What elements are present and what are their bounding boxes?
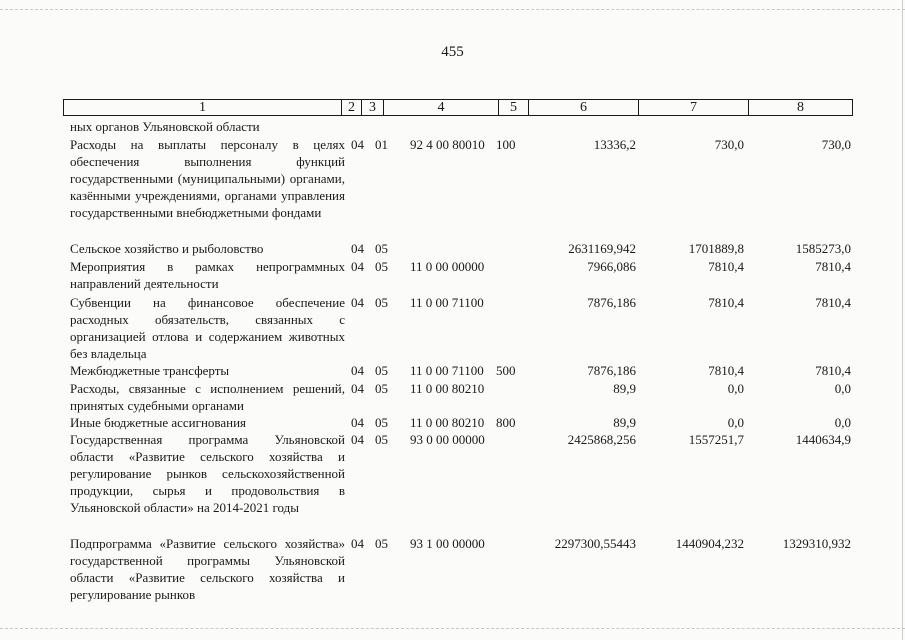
- scan-border-top: [0, 9, 905, 10]
- row-expense-type: 500: [496, 363, 516, 378]
- row-section: 04: [351, 536, 364, 551]
- row-description: Расходы, связанные с исполнением решений, принятых судебными органами: [70, 381, 345, 413]
- row-target-code: 11 0 00 80210: [410, 415, 485, 430]
- row-amount-2: 7810,4: [708, 295, 744, 310]
- row-target-code: 11 0 00 80210: [410, 381, 485, 396]
- row-amount-2: 7810,4: [708, 259, 744, 274]
- row-subsection: 05: [375, 241, 388, 256]
- scan-border-bottom: [0, 628, 905, 629]
- row-amount-2: 7810,4: [708, 363, 744, 378]
- header-col-8: 8: [797, 100, 804, 115]
- header-col-5: 5: [499, 100, 529, 115]
- header-col-1: 1: [64, 100, 342, 115]
- row-amount-3: 1585273,0: [795, 241, 851, 256]
- row-description: Подпрограмма «Развитие сельского хозяйства» государственной программы Ульяновской области «Развитие сельского хозяйства и регулирование рынков: [70, 536, 345, 602]
- row-subsection: 05: [375, 259, 388, 274]
- row-subsection: 05: [375, 381, 388, 396]
- row-subsection: 05: [375, 432, 388, 447]
- header-col-6: 6: [529, 100, 639, 115]
- row-amount-1: 89,9: [613, 415, 636, 430]
- row-amount-1: 2425868,256: [567, 432, 636, 447]
- row-section: 04: [351, 259, 364, 274]
- row-target-code: 93 1 00 00000: [410, 536, 485, 551]
- row-subsection: 05: [375, 536, 388, 551]
- row-amount-3: 730,0: [821, 137, 851, 152]
- row-description: Субвенции на финансовое обеспечение расходных обязательств, связанных с организацией отлова и содержанием животных без владельца: [70, 295, 345, 361]
- row-target-code: 11 0 00 71100: [410, 363, 484, 378]
- row-subsection: 05: [375, 363, 388, 378]
- row-amount-1: 7966,086: [587, 259, 636, 274]
- scan-edge-right: [902, 0, 903, 640]
- row-section: 04: [351, 295, 364, 310]
- row-description: Мероприятия в рамках непрограммных направлений деятельности: [70, 259, 345, 291]
- row-amount-1: 7876,186: [587, 363, 636, 378]
- row-amount-2: 0,0: [727, 381, 744, 396]
- header-col-2: 2: [342, 100, 362, 115]
- row-subsection: 05: [375, 295, 388, 310]
- row-section: 04: [351, 363, 364, 378]
- row-target-code: 92 4 00 80010: [410, 137, 485, 152]
- row-section: 04: [351, 432, 364, 447]
- page-number: 455: [441, 44, 464, 60]
- table-header: [63, 99, 853, 116]
- row-amount-3: 1440634,9: [795, 432, 851, 447]
- row-amount-3: 0,0: [834, 415, 851, 430]
- row-section: 04: [351, 381, 364, 396]
- row-amount-2: 1557251,7: [688, 432, 744, 447]
- row-amount-2: 1701889,8: [688, 241, 744, 256]
- row-amount-3: 0,0: [834, 381, 851, 396]
- row-amount-3: 7810,4: [815, 259, 851, 274]
- row-subsection: 05: [375, 415, 388, 430]
- row-amount-2: 0,0: [727, 415, 744, 430]
- row-target-code: 11 0 00 00000: [410, 259, 485, 274]
- row-amount-2: 730,0: [714, 137, 744, 152]
- row-section: 04: [351, 241, 364, 256]
- row-amount-1: 2631169,942: [568, 241, 636, 256]
- row-description: Сельское хозяйство и рыболовство: [70, 241, 264, 256]
- row-description: Расходы на выплаты персоналу в целях обеспечения выполнения функций государственными (муниципальными) органами, казёнными учреждениями, органами управления государственными внебюджетными фондами: [70, 137, 345, 220]
- row-section: 04: [351, 137, 364, 152]
- row-subsection: 01: [375, 137, 388, 152]
- row-description: Иные бюджетные ассигнования: [70, 415, 247, 430]
- row-description: Межбюджетные трансферты: [70, 363, 230, 378]
- row-section: 04: [351, 415, 364, 430]
- row-amount-3: 1329310,932: [782, 536, 851, 551]
- row-expense-type: 100: [496, 137, 516, 152]
- header-col-7: 7: [639, 100, 749, 115]
- row-amount-1: 89,9: [613, 381, 636, 396]
- row-target-code: 11 0 00 71100: [410, 295, 484, 310]
- row-amount-3: 7810,4: [815, 295, 851, 310]
- row-amount-3: 7810,4: [815, 363, 851, 378]
- row-description: ных органов Ульяновской области: [70, 119, 260, 134]
- header-col-4: 4: [384, 100, 499, 115]
- row-target-code: 93 0 00 00000: [410, 432, 485, 447]
- row-amount-1: 13336,2: [593, 137, 636, 152]
- row-amount-1: 7876,186: [587, 295, 636, 310]
- row-amount-2: 1440904,232: [675, 536, 744, 551]
- row-description: Государственная программа Ульяновской области «Развитие сельского хозяйства и регулирование рынков сельскохозяйственной продукции, сырья и продовольствия в Ульяновской области» на 2014-2021 годы: [70, 432, 345, 515]
- row-expense-type: 800: [496, 415, 516, 430]
- header-col-3: 3: [362, 100, 384, 115]
- row-amount-1: 2297300,55443: [554, 536, 636, 551]
